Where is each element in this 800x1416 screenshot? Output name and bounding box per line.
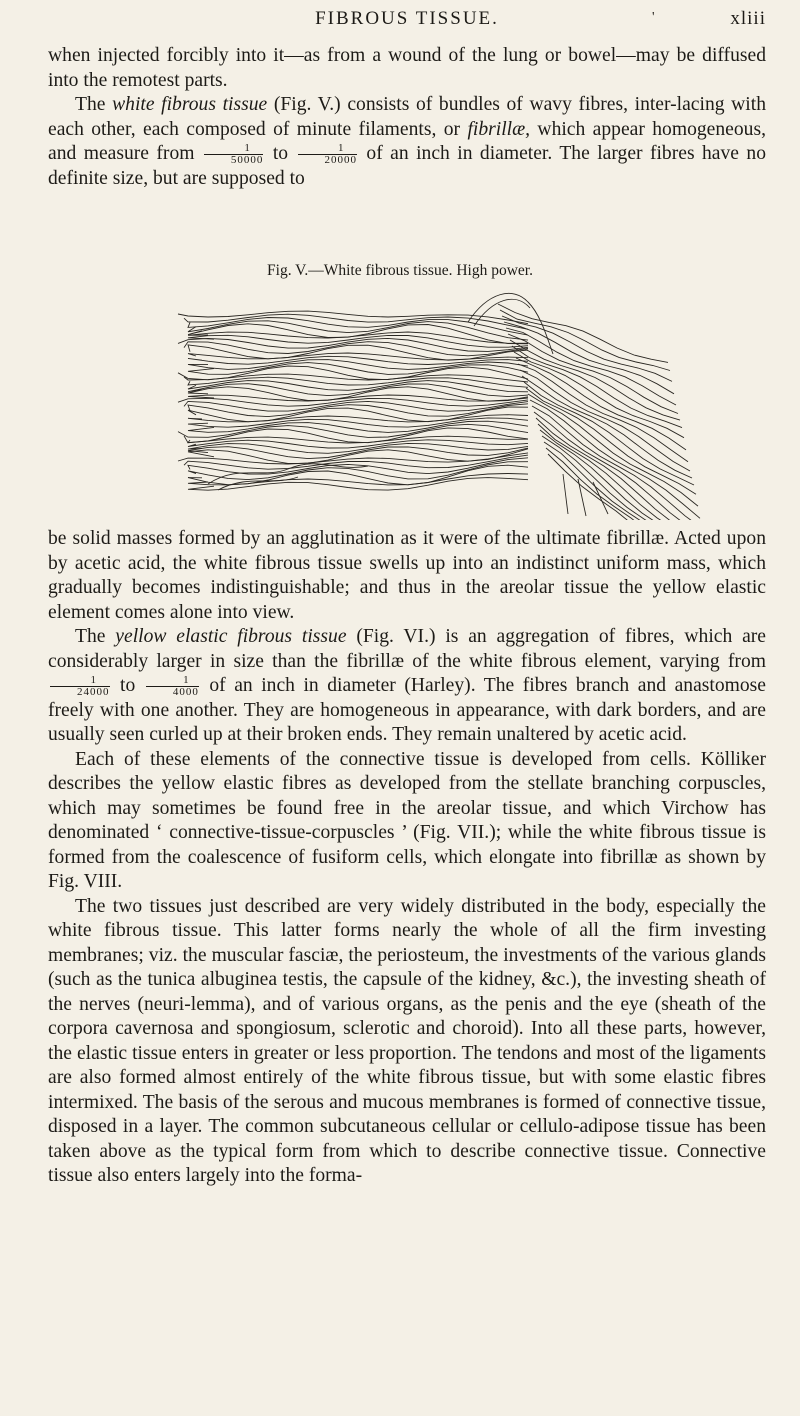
term-white-fibrous: white fibrous tissue: [112, 94, 268, 115]
paragraph-development: Each of these elements of the connective tissue is developed from cells. Kölliker describes the yellow elastic fibres as developed from the stellate branching corpuscles, which may sometimes be found free in the areolar tissue, and which Virchow has denominated ‘ connective-tissue-corpuscles ’ (Fig. VII.); while the white fibrous tissue is formed from the coalescence of fusiform cells, which elongate into fibrillæ as shown by Fig. VIII.: [48, 748, 766, 892]
fraction: $\frac{1}{20000}$: [298, 143, 358, 166]
term-yellow-elastic: yellow elastic fibrous tissue: [115, 626, 347, 647]
text-block-top: [48, 44, 766, 191]
page-number: xliii: [730, 8, 766, 29]
running-title: FIBROUS TISSUE.: [315, 8, 499, 29]
figure-caption: Fig. V.—White fibrous tissue. High power.: [267, 262, 533, 279]
paragraph-solid-masses: be solid masses formed by an agglutination as it were of the ultimate fibrillæ. Acted upon by acetic acid, the white fibrous tissue swells up into an indistinct uniform mass, which gradually becomes indistinguishable; and thus in the areolar tissue the yellow elastic element comes alone into view.: [48, 528, 766, 623]
fraction: $\frac{1}{50000}$: [204, 143, 264, 166]
paragraph-distribution: The two tissues just described are very widely distributed in the body, especially the white fibrous tissue. This latter forms nearly the whole of all the firm investing membranes; viz. the muscular fasciæ, the periosteum, the investments of the various glands (such as the tunica albuginea testis, the capsule of the kidney, &c.), the investing sheath of the nerves (neuri-lemma), and of various organs, as the penis and the eye (sheath of the corpora cavernosa and spongiosum, sclerotic and choroid). Into all these parts, however, the elastic tissue enters in greater or less proportion. The tendons and most of the ligaments are also formed almost entirely of the white fibrous tissue, but with some elastic fibres intermixed. The basis of the serous and mucous membranes is formed of connective tissue, disposed in a layer. The common subcutaneous cellular or cellulo-adipose tissue has been taken above as the typical form from which to describe connective tissue. Connective tissue also enters largely into the forma-: [48, 895, 766, 1186]
fraction: $\frac{1}{4000}$: [146, 675, 199, 698]
paragraph-white-fibrous: The white fibrous tissue (Fig. V.) consists of bundles of wavy fibres, inter-lacing with each other, each composed of minute filaments, or fibrillæ, which appear homogeneous, and measure from $\frac{1}{50000}$ to $\frac{1}{20000}$ of an inch in diameter. The larger fibres have no definite size, but are supposed to: [48, 94, 766, 189]
fibre-illustration: [168, 284, 708, 520]
paragraph-continuation: when injected forcibly into it—as from a wound of the lung or bowel—may be diffused into the remotest parts.: [48, 45, 766, 91]
running-header: [48, 6, 766, 36]
paragraph-yellow-elastic: The yellow elastic fibrous tissue (Fig. VI.) is an aggregation of fibres, which are considerably larger in size than the fibrillæ of the white fibrous element, varying from $\frac{1}{24000}$ to $\frac{1}{4000}$ of an inch in diameter (Harley). The fibres branch and anastomose freely with one another. They are homogeneous in appearance, with dark borders, and are usually seen curled up at their broken ends. They remain unaltered by acetic acid.: [48, 626, 767, 745]
fraction: $\frac{1}{24000}$: [50, 675, 110, 698]
text-block-bottom: [48, 527, 766, 1189]
term-fibrillae: fibrillæ,: [467, 118, 531, 140]
stray-mark: ': [652, 10, 656, 25]
